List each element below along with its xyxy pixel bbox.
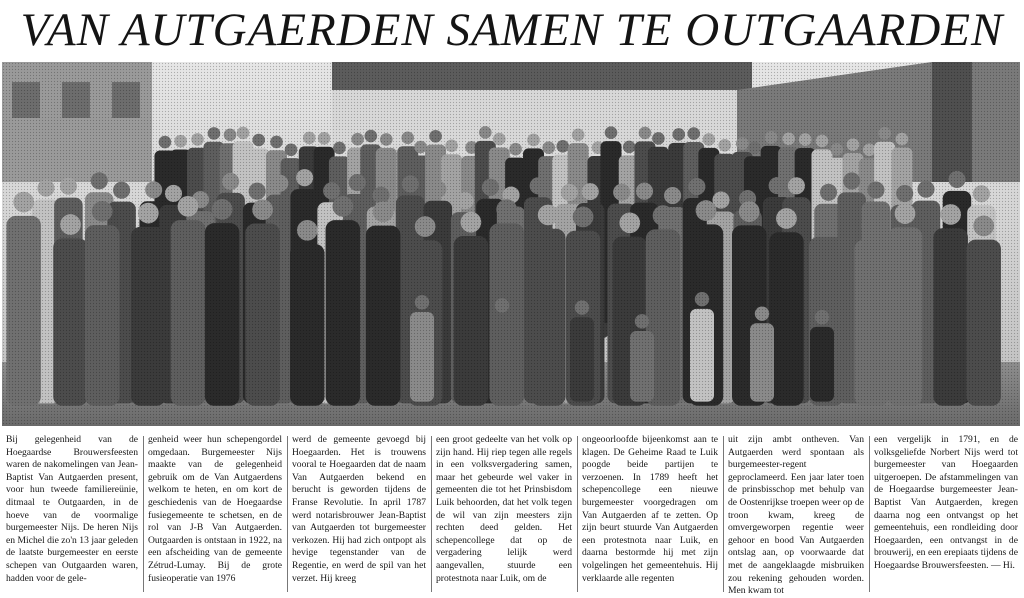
column-divider — [577, 436, 578, 592]
column-divider — [869, 436, 870, 592]
column-divider — [287, 436, 288, 592]
article-column-2 — [148, 434, 282, 596]
article-column-6-text: uit zijn ambt ontheven. Van Autgaerden werd spontaan als burgemeester-regent geproclameerd. Een jaar later toen de prinsbisschop met behulp van de Oostenrijkse troepen weer op de troon kwam, kreeg de omvergeworpen regentie weer gehoor en bood Van Autgaerden ontslag aan, op voorwaarde dat met de aangeklaagde misbruiken zou rekening gehouden worden. Men kwam tot — [728, 434, 864, 596]
article-column-4 — [436, 434, 572, 596]
article-column-2-text: genheid weer hun schepengordel omgedaan. Burgemeester Nijs maakte van de gelegenheid gebruik om de Van Autgaerdens welkom te heten, en om kort de geschiedenis van de Hoegaardse fusiegemeente te schetsen, en de rol van J-B Van Autgaerden. Outgaarden is ontstaan in 1922, na een afscheiding van de gemeente Zétrud-Lumay. Bij de grote fusieoperatie van 1976 — [148, 434, 282, 584]
article-column-7-text: een vergelijk in 1791, en de volksgeliefde Norbert Nijs werd tot burgemeester van Hoegaarden uitgeroepen. De afstammelingen van de Hoegaardse burgemeester Jean-Baptist Van Autgaerden, kregen daarna nog een ontvangst op het gemeentehuis, een rondleiding door Hoegaarden, een ontvangst in de brouwerij, en een erepiaats tijdens de Hoegaardse Brouwersfeesten. — Hi. — [874, 434, 1018, 571]
column-divider — [143, 436, 144, 592]
article-column-5 — [582, 434, 718, 596]
article-body — [6, 434, 1018, 596]
group-photo — [2, 62, 1020, 426]
group-photo-image — [2, 62, 1020, 426]
headline: VAN AUTGAERDEN SAMEN TE OUTGAARDEN — [20, 4, 1004, 56]
column-divider — [723, 436, 724, 592]
article-column-6 — [728, 434, 864, 596]
column-divider — [431, 436, 432, 592]
article-column-3-text: werd de gemeente gevoegd bij Hoegaarden. Het is trouwens vooral te Hoegaarden dat de naam Van Autgaerden bekend en berucht is geworden tijdens de Franse Revolutie. In april 1787 werd notarisbrouwer Jean-Baptist van Autgaerden tot burgemeester verkozen. Hij had zich ontpopt als hevige tegenstander van de Regentie, en werd de spil van het verzet. Hij kreeg — [292, 434, 426, 584]
article-column-1 — [6, 434, 138, 596]
article-column-5-text: ongeoorloofde bijeenkomst aan te klagen. De Geheime Raad te Luik poogde beide partijen te verzoenen. In 1789 heeft het schepencollege een nieuwe burgemeester voorgedragen om Van Autgaerden af te zetten. Op zijn beurt stuurde Van Autgaerden een protestnota naar Luik, en daarna bestormde hij met zijn volgelingen het gemeentehuis. Hij verklaarde alle regenten — [582, 434, 718, 584]
article-column-1-text: Bij gelegenheid van de Hoegaardse Brouwersfeesten waren de nakomelingen van Jean-Baptist Van Autgaerden present, voor hun tweede familiereünie, ditmaal te Outgaarden, in de hoeve van de voormalige burgemeester Nijs. De heren Nijs en Michel die zo'n 13 jaar geleden de laatste burgemeester en eerste schepen van Outgaarden waren, hadden voor de gele- — [6, 434, 138, 584]
article-column-4-text: een groot gedeelte van het volk op zijn hand. Hij riep tegen alle regels in een volksvergadering samen, maar het gebeurde wel vaker in gemeenten die tot het Prinsbisdom Luik behoorden, dat het volk tegen de wil van zijn meesters zijn rechten deed gelden. Het schepencollege dat op de vergadering lelijk werd aangevallen, stuurde een protestnota naar Luik, om de — [436, 434, 572, 584]
article-column-7 — [874, 434, 1018, 596]
article-column-3 — [292, 434, 426, 596]
